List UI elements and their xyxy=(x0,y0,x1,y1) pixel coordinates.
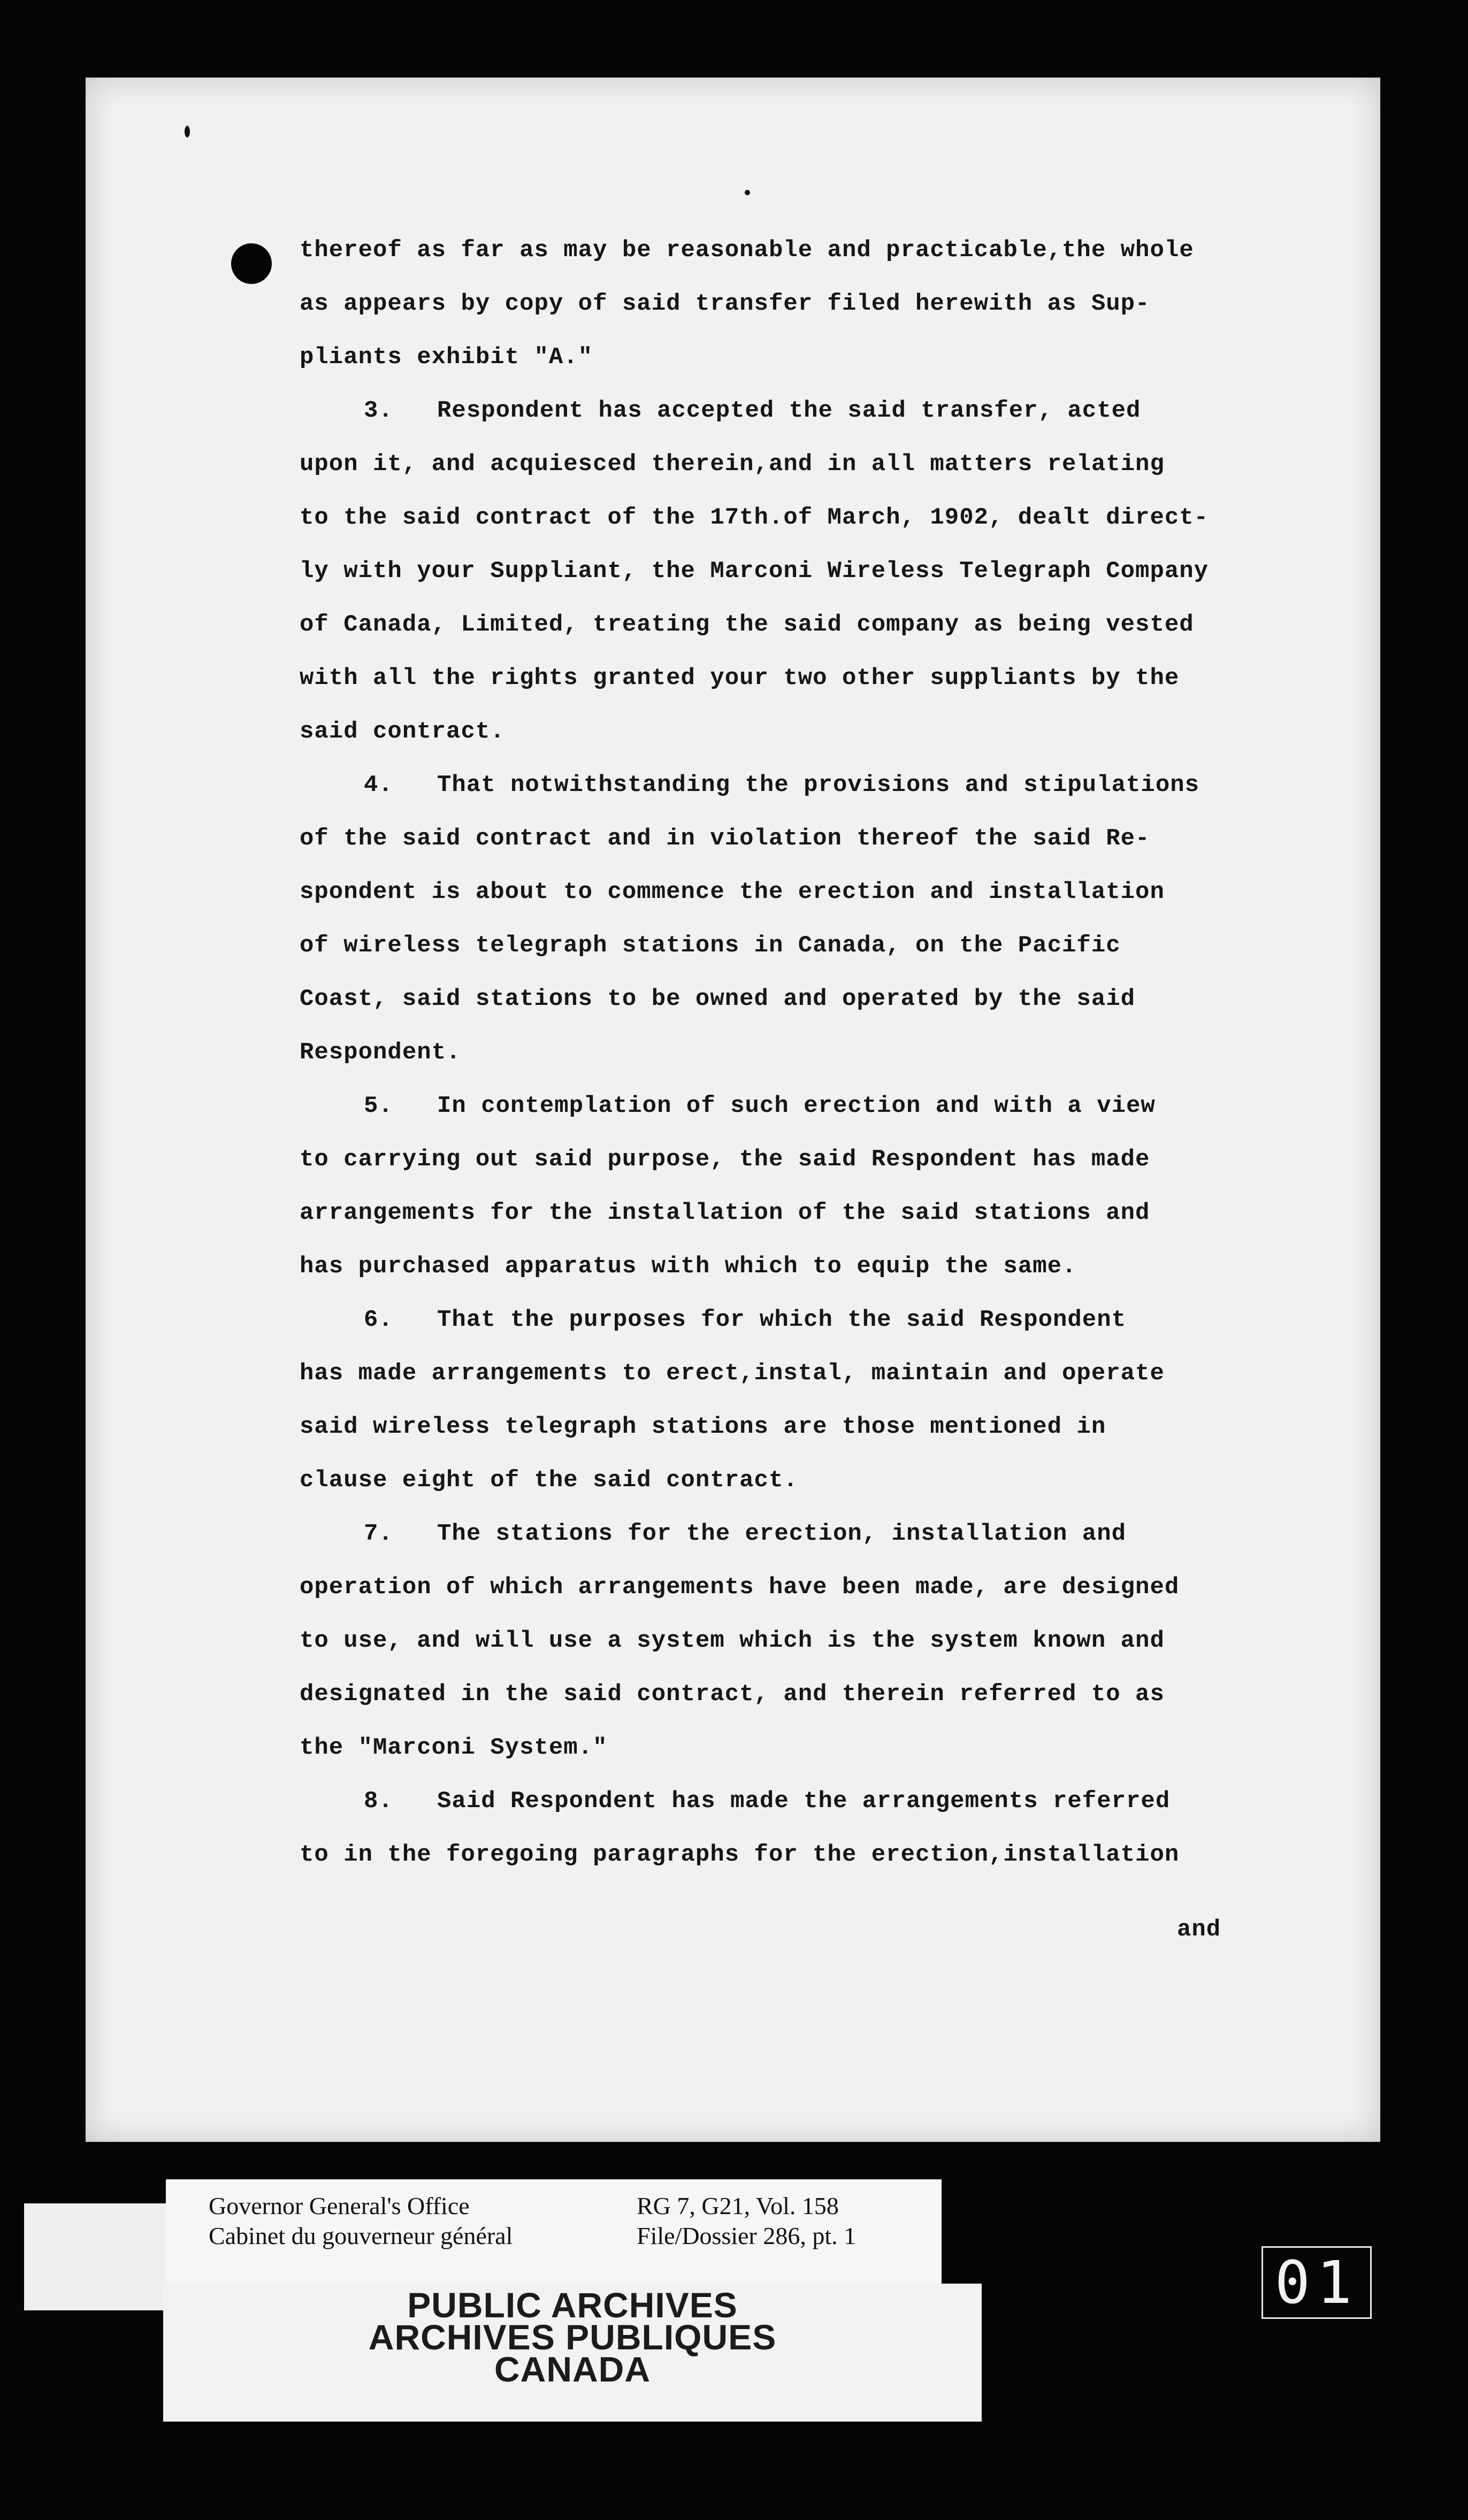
text-line: as appears by copy of said transfer filed herewith as Sup- xyxy=(300,290,1150,317)
stamp-line-1: PUBLIC ARCHIVES xyxy=(407,2285,738,2325)
archive-label xyxy=(166,2179,942,2284)
office-column xyxy=(209,2191,513,2251)
text-line: of the said contract and in violation thereof the said Re- xyxy=(300,825,1150,852)
stamp-line-3: CANADA xyxy=(494,2349,651,2389)
text-line: said contract. xyxy=(300,718,505,745)
text-line: Coast, said stations to be owned and operated by the said xyxy=(300,986,1136,1012)
text-line: arrangements for the installation of the said stations and xyxy=(300,1200,1150,1226)
text-line: of Canada, Limited, treating the said company as being vested xyxy=(300,611,1194,638)
text-line: designated in the said contract, and therein referred to as xyxy=(300,1681,1165,1708)
paragraph-5-start: 5. In contemplation of such erection and with a view xyxy=(364,1093,1156,1119)
text-line: to use, and will use a system which is the system known and xyxy=(300,1627,1165,1654)
text-line: to the said contract of the 17th.of March, 1902, dealt direct- xyxy=(300,504,1209,531)
text-line: with all the rights granted your two other suppliants by the xyxy=(300,665,1180,692)
office-en: Governor General's Office xyxy=(209,2192,470,2219)
text-line: operation of which arrangements have been made, are designed xyxy=(300,1574,1180,1601)
text-line: the "Marconi System." xyxy=(300,1734,608,1761)
text-line: has purchased apparatus with which to equip the same. xyxy=(300,1253,1077,1280)
reference-column xyxy=(637,2191,856,2251)
text-line: said wireless telegraph stations are those mentioned in xyxy=(300,1413,1106,1440)
paragraph-7-start: 7. The stations for the erection, installation and xyxy=(364,1520,1127,1547)
text-line: thereof as far as may be reasonable and practicable,the whole xyxy=(300,237,1194,264)
text-line: clause eight of the said contract. xyxy=(300,1467,798,1494)
paragraph-3-start: 3. Respondent has accepted the said transfer, acted xyxy=(364,397,1141,424)
text-line: upon it, and acquiesced therein,and in all matters relating xyxy=(300,451,1165,478)
punch-hole xyxy=(231,243,272,284)
file-number: File/Dossier 286, pt. 1 xyxy=(637,2222,857,2249)
frame-number: 01 xyxy=(1261,2246,1372,2319)
text-line: of wireless telegraph stations in Canada, on the Pacific xyxy=(300,932,1121,959)
text-line: Respondent. xyxy=(300,1039,461,1066)
document-page xyxy=(86,78,1380,2142)
reference: RG 7, G21, Vol. 158 xyxy=(637,2192,839,2219)
paragraph-8-start: 8. Said Respondent has made the arrangements referred xyxy=(364,1788,1171,1815)
catchword: and xyxy=(1177,1916,1221,1943)
text-line: pliants exhibit "A." xyxy=(300,344,593,371)
archives-stamp xyxy=(163,2284,982,2422)
speck xyxy=(185,126,190,137)
office-fr: Cabinet du gouverneur général xyxy=(209,2222,513,2249)
speck xyxy=(745,190,750,195)
text-line: spondent is about to commence the erection and installation xyxy=(300,879,1165,905)
mount-strip xyxy=(24,2203,166,2310)
text-line: to carrying out said purpose, the said Respondent has made xyxy=(300,1146,1150,1173)
text-line: has made arrangements to erect,instal, maintain and operate xyxy=(300,1360,1165,1387)
text-line: ly with your Suppliant, the Marconi Wireless Telegraph Company xyxy=(300,558,1209,585)
paragraph-4-start: 4. That notwithstanding the provisions and stipulations xyxy=(364,772,1200,798)
text-line: to in the foregoing paragraphs for the erection,installation xyxy=(300,1841,1180,1868)
stamp-line-2: ARCHIVES PUBLIQUES xyxy=(368,2317,777,2357)
paragraph-6-start: 6. That the purposes for which the said Respondent xyxy=(364,1307,1127,1333)
